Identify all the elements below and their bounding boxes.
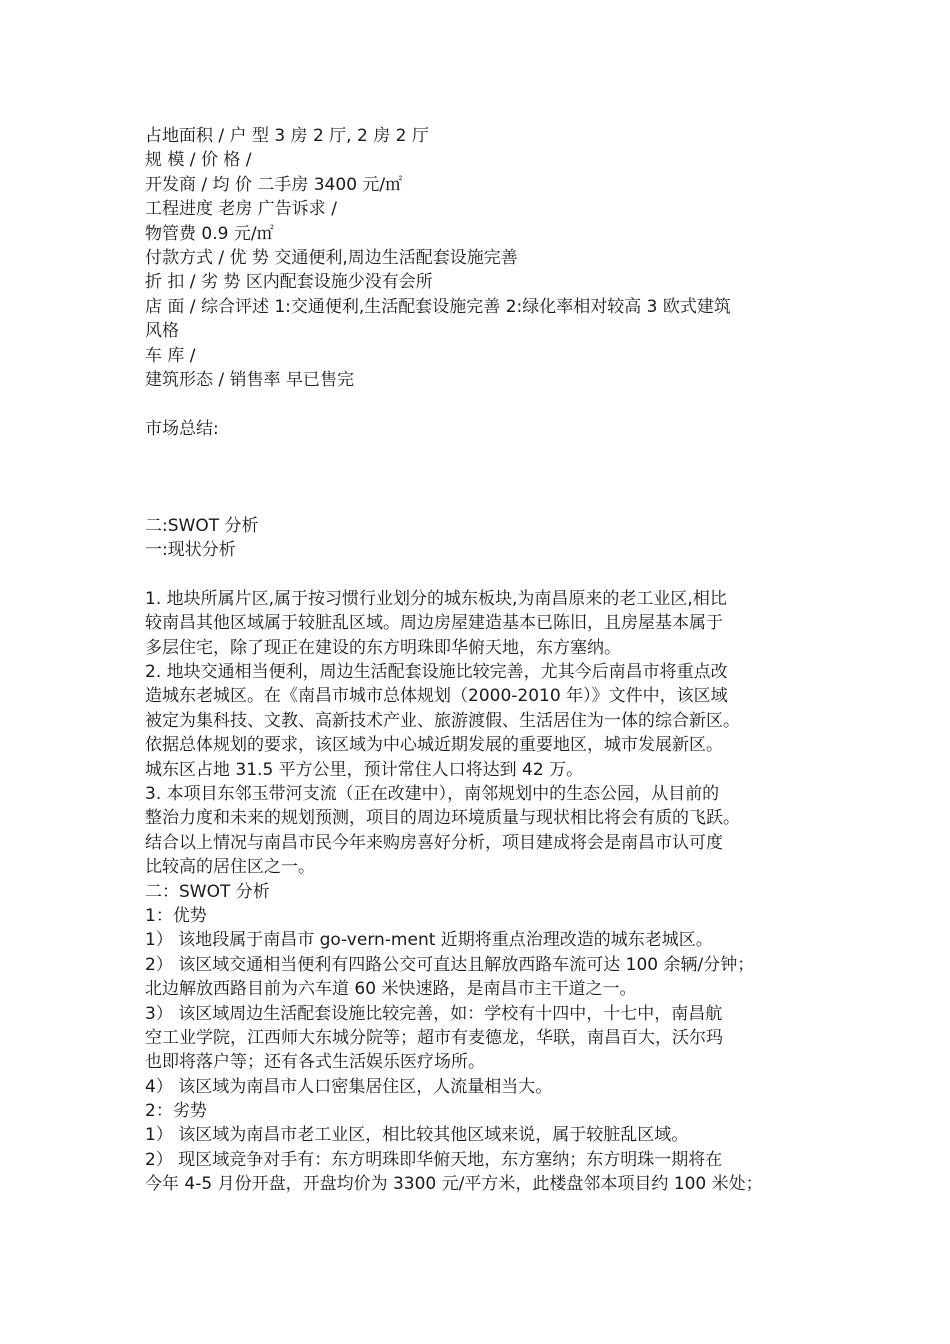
status-paragraph-2: 2. 地块交通相当便利，周边生活配套设施比较完善，尤其今后南昌市将重点改 造城东老城区。在《南昌市城市总体规划（2000-2010 年）》文件中，该区域 被定为集科技、文教、高新技术产业、旅游渡假、生活居住为一体的综合新区。 依据总体规划的要求，该区域为中心城近期发展的重要地区，城市发展新区。 城东区占地 31.5 平方公里，预计常住人口将达到 42 万。 [145, 662, 740, 780]
strength-item-2: 2） 该区域交通相当便利有四路公交可直达且解放西路车流可达 100 余辆/分钟； 北边解放西路目前为六车道 60 米快速路，是南昌市主干道之一。 [145, 954, 755, 1000]
info-line-shop-evaluation: 店 面 / 综合评述 1:交通便利,生活配套设施完善 2:绿化率相对较高 3 欧式建筑 [145, 296, 731, 317]
info-line-area-layout: 占地面积 / 户 型 3 房 2 厅, 2 房 2 厅 [145, 126, 429, 146]
strength-item-4: 4） 该区域为南昌市人口密集居住区，人流量相当大。 [145, 1076, 553, 1097]
strength-item-3: 3） 该区域周边生活配套设施比较完善，如：学校有十四中，十七中，南昌航 空工业学院，江西师大东城分院等；超市有麦德龙，华联，南昌百大，沃尔玛 也即将落户等；还有各式生活娱乐医疗场所。 [145, 1003, 723, 1073]
section-subtitle: 一:现状分析 [145, 540, 236, 561]
info-line-discount-disadvantage: 折 扣 / 劣 势 区内配套设施少没有会所 [145, 272, 433, 293]
weaknesses-title: 2：劣势 [145, 1101, 207, 1122]
info-line-management-fee: 物管费 0.9 元/㎡ [145, 223, 274, 244]
info-line-shop-evaluation-cont: 风格 [145, 321, 179, 342]
swot-title: 二：SWOT 分析 [145, 881, 270, 902]
market-summary-heading: 市场总结: [145, 418, 219, 439]
status-paragraph-3: 3. 本项目东邻玉带河支流（正在改建中），南邻规划中的生态公园，从目前的 整治力度和未来的规划预测，项目的周边环境质量与现状相比将会有质的飞跃。 结合以上情况与南昌市民今年来购房喜好分析，项目建成将会是南昌市认可度 比较高的居住区之一。 [145, 783, 740, 878]
info-line-progress-ad: 工程进度 老房 广告诉求 / [145, 199, 337, 220]
info-line-building-form-sales: 建筑形态 / 销售率 早已售完 [145, 369, 354, 390]
weakness-item-1: 1） 该区域为南昌市老工业区，相比较其他区域来说，属于较脏乱区域。 [145, 1125, 689, 1146]
document-page [145, 124, 813, 1197]
property-info-block [145, 124, 813, 392]
weakness-item-2: 2） 现区域竞争对手有：东方明珠即华俯天地，东方塞纳；东方明珠一期将在 今年 4-5 月份开盘，开盘均价为 3300 元/平方米，此楼盘邻本项目约 100 米处； [145, 1149, 763, 1195]
strengths-title: 1：优势 [145, 905, 207, 926]
info-line-garage: 车 库 / [145, 345, 196, 366]
status-paragraph-1: 1. 地块所属片区,属于按习惯行业划分的城东板块,为南昌原来的老工业区,相比 较南昌其他区域属于较脏乱区域。周边房屋建造基本已陈旧，且房屋基本属于 多层住宅，除了现正在建设的东方明珠即华俯天地，东方塞纳。 [145, 588, 727, 658]
info-line-payment-advantage: 付款方式 / 优 势 交通便利,周边生活配套设施完善 [145, 247, 518, 268]
info-line-developer-avg-price: 开发商 / 均 价 二手房 3400 元/㎡ [145, 174, 403, 195]
section-title: 二:SWOT 分析 [145, 516, 259, 537]
strength-item-1: 1） 该地段属于南昌市 go-vern-ment 近期将重点治理改造的城东老城区。 [145, 930, 713, 951]
info-line-scale-price: 规 模 / 价 格 / [145, 150, 252, 171]
